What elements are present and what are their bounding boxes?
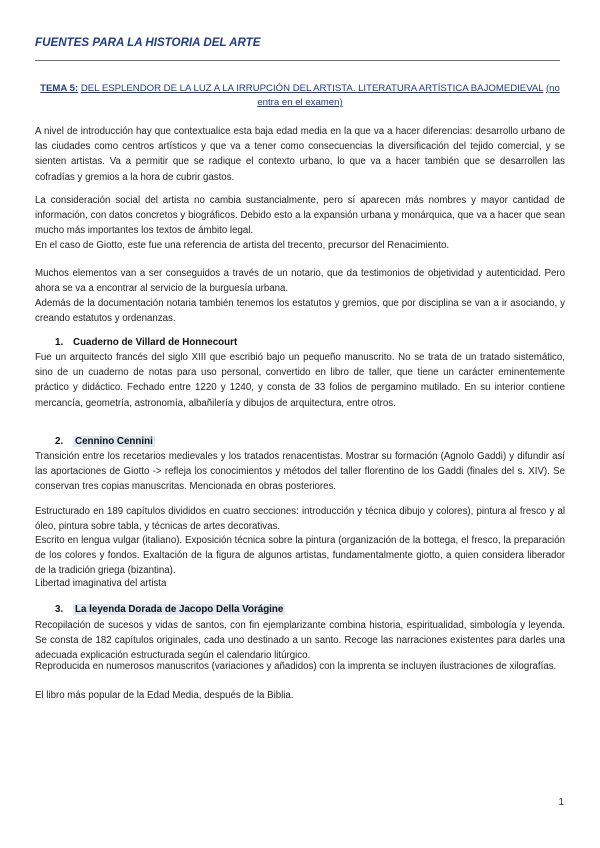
section-title: La leyenda Dorada de Jacopo Della Vorágine (75, 604, 284, 615)
intro-paragraph: Muchos elementos van a ser conseguidos a través de un notario, que da testimonios de objetividad y autenticidad. Pero ahora se va a encontrar al servicio de la burguesía urbana. (35, 268, 565, 295)
intro-paragraph: En el caso de Giotto, este fue una referencia de artista del trecento, precursor del Renacimiento. (35, 240, 450, 251)
topic-title: DEL ESPLENDOR DE LA LUZ A LA IRRUPCIÓN DEL ARTISTA. LITERATURA ARTÍSTICA BAJOMEDIEVAL (80, 83, 544, 94)
topic-note: (no entra en el examen) (257, 83, 560, 108)
section-paragraph: Estructurado en 189 capítulos divididos en cuatro secciones: introducción y técnica dibujo y colores), pintura al fresco y al óleo, pintura sobre tabla, y técnicas de artes decorativas. (35, 506, 565, 533)
section-number: 2. (55, 436, 64, 447)
section-paragraph: Libertad imaginativa del artista (35, 578, 167, 589)
section-title: Cennino Cennini (75, 436, 153, 447)
section-number: 3. (55, 604, 64, 615)
section-paragraph: El libro más popular de la Edad Media, después de la Biblia. (35, 690, 294, 701)
section-number: 1. (55, 337, 64, 348)
intro-paragraph: La consideración social del artista no cambia sustancialmente, pero sí aparecen más nombres y mayor cantidad de información, con datos concretos y biográficos. Debido esto a la expansión urbana y monárquica, que va a hacer que sean mucho más importantes los textos de ámbito legal. (35, 195, 565, 237)
section-paragraph: Escrito en lengua vulgar (italiano). Exposición técnica sobre la pintura (organización de la bottega, el fresco, la preparación de los colores y fondos. Exaltación de la figura de algunos artistas, fundamentalmente giotto, a quien considera liberador de la tradición griega (bizantina). (35, 535, 565, 577)
section-heading-cennini (55, 436, 155, 447)
document-header: FUENTES PARA LA HISTORIA DEL ARTE (35, 36, 261, 49)
intro-paragraph: Además de la documentación notaria también tenemos los estatutos y gremios, que por disciplina se van a ir asociando, y creando estatutos y ordenanzas. (35, 298, 565, 325)
section-paragraph: Transición entre los recetarios medievales y los tratados renacentistas. Mostrar su formación (Agnolo Gaddi) y difundir así las aportaciones de Giotto -> refleja los conocimientos y métodos del taller florentino de los Gaddi (finales del s. XIV). Se conservan tres copias manuscritas. Mencionada en obras posteriores. (35, 451, 565, 493)
section-heading-villard (55, 337, 237, 348)
intro-paragraph: A nivel de introducción hay que contextualice esta baja edad media en la que va a hacer diferencias: desarrollo urbano de las ciudades como centros artísticos y que va a tener como consecuencias la diversificación del tejido comercial, y se sienten artistas. Va a permitir que se radique el contexto urbano, lo que va a hacer también que se desarrollen las cofradías y gremios a la hora de cubrir gastos. (35, 126, 565, 183)
section-heading-voragine (55, 604, 285, 615)
page-number: 1 (558, 797, 564, 808)
header-divider (35, 60, 560, 61)
topic-heading (35, 82, 565, 110)
section-paragraph: Reproducida en numerosos manuscritos (variaciones y añadidos) con la imprenta se incluyen ilustraciones de xilografías. (35, 661, 557, 672)
section-paragraph: Recopilación de sucesos y vidas de santos, con fin ejemplarizante combina historia, espiritualidad, simbología y leyenda. Se consta de 182 capítulos originales, cada uno destinado a un santo. Recoge las narraciones existentes para darles una adecuada explicación estructurada según el calendario litúrgico. (35, 620, 565, 662)
section-paragraph: Fue un arquitecto francés del siglo XIII que escribió bajo un pequeño manuscrito. No se trata de un tratado sistemático, sino de un cuaderno de notas para uso personal, convertido en libro de taller, que tiene un carácter eminentemente práctico y didáctico. Fechado entre 1220 y 1240, y consta de 33 folios de pergamino mutilado. En su interior contiene mercancía, geometría, astronomía, albañilería y dibujos de arquitectura, entre otros. (35, 352, 565, 409)
section-title: Cuaderno de Villard de Honnecourt (73, 337, 238, 348)
topic-label: TEMA 5: (40, 83, 79, 94)
